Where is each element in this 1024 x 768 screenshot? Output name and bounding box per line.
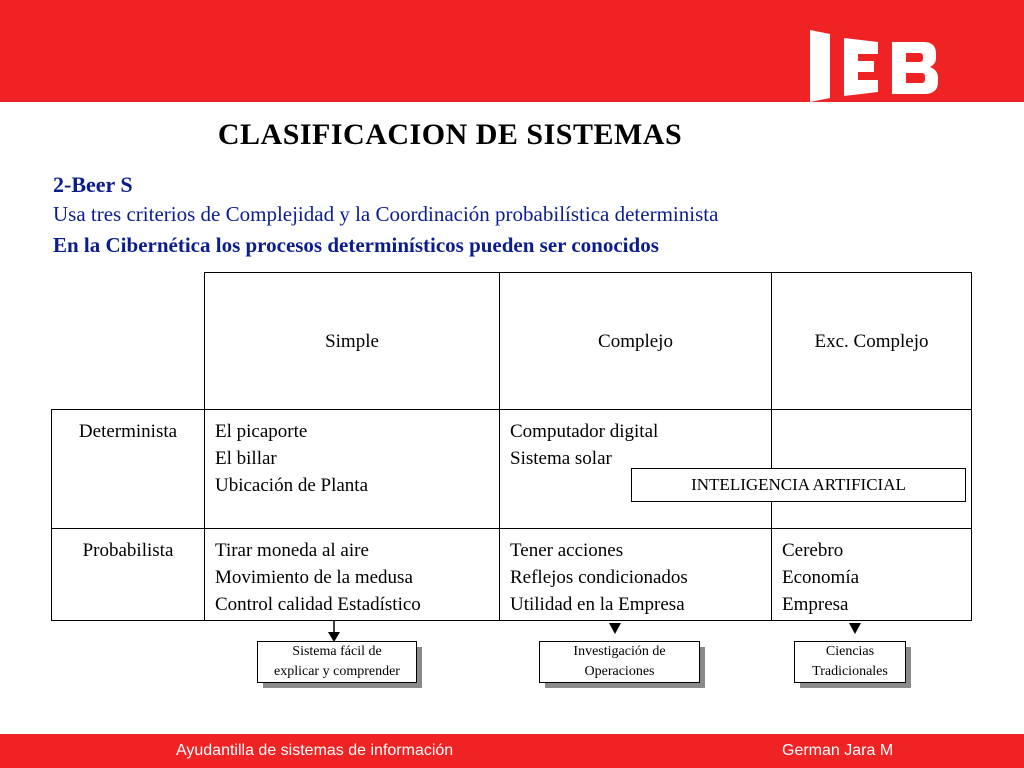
row-label-probabilista: Probabilista <box>51 528 205 621</box>
cell-probabilista-exc-complejo: Cerebro Economía Empresa <box>771 528 972 621</box>
footer-author: German Jara M <box>782 742 894 759</box>
cell-probabilista-simple: Tirar moneda al aire Movimiento de la medusa Control calidad Estadístico <box>204 528 500 621</box>
subtitle-author: 2-Beer S <box>53 172 133 197</box>
cell-determinista-complejo: Computador digital Sistema solar <box>499 409 772 529</box>
cell-probabilista-complejo: Tener acciones Reflejos condicionados Utilidad en la Empresa <box>499 528 772 621</box>
page-title: CLASIFICACION DE SISTEMAS <box>217 118 683 151</box>
note-sistema-facil: Sistema fácil de explicar y comprender <box>257 641 417 683</box>
subtitle-cybernetics: En la Cibernética los procesos determinísticos pueden ser conocidos <box>53 233 659 257</box>
col-header-simple: Simple <box>204 272 500 410</box>
inteligencia-artificial-box: INTELIGENCIA ARTIFICIAL <box>631 468 966 502</box>
footer-course: Ayudantilla de sistemas de información <box>176 742 454 759</box>
subtitle-criteria: Usa tres criterios de Complejidad y la Coordinación probabilística determinista <box>53 202 719 226</box>
cell-determinista-simple: El picaporte El billar Ubicación de Planta <box>204 409 500 529</box>
col-header-complejo: Complejo <box>499 272 772 410</box>
col-header-exc-complejo: Exc. Complejo <box>771 272 972 410</box>
row-label-determinista: Determinista <box>51 409 205 529</box>
note-ciencias-tradicionales: Ciencias Tradicionales <box>794 641 906 683</box>
note-investigacion-operaciones: Investigación de Operaciones <box>539 641 700 683</box>
